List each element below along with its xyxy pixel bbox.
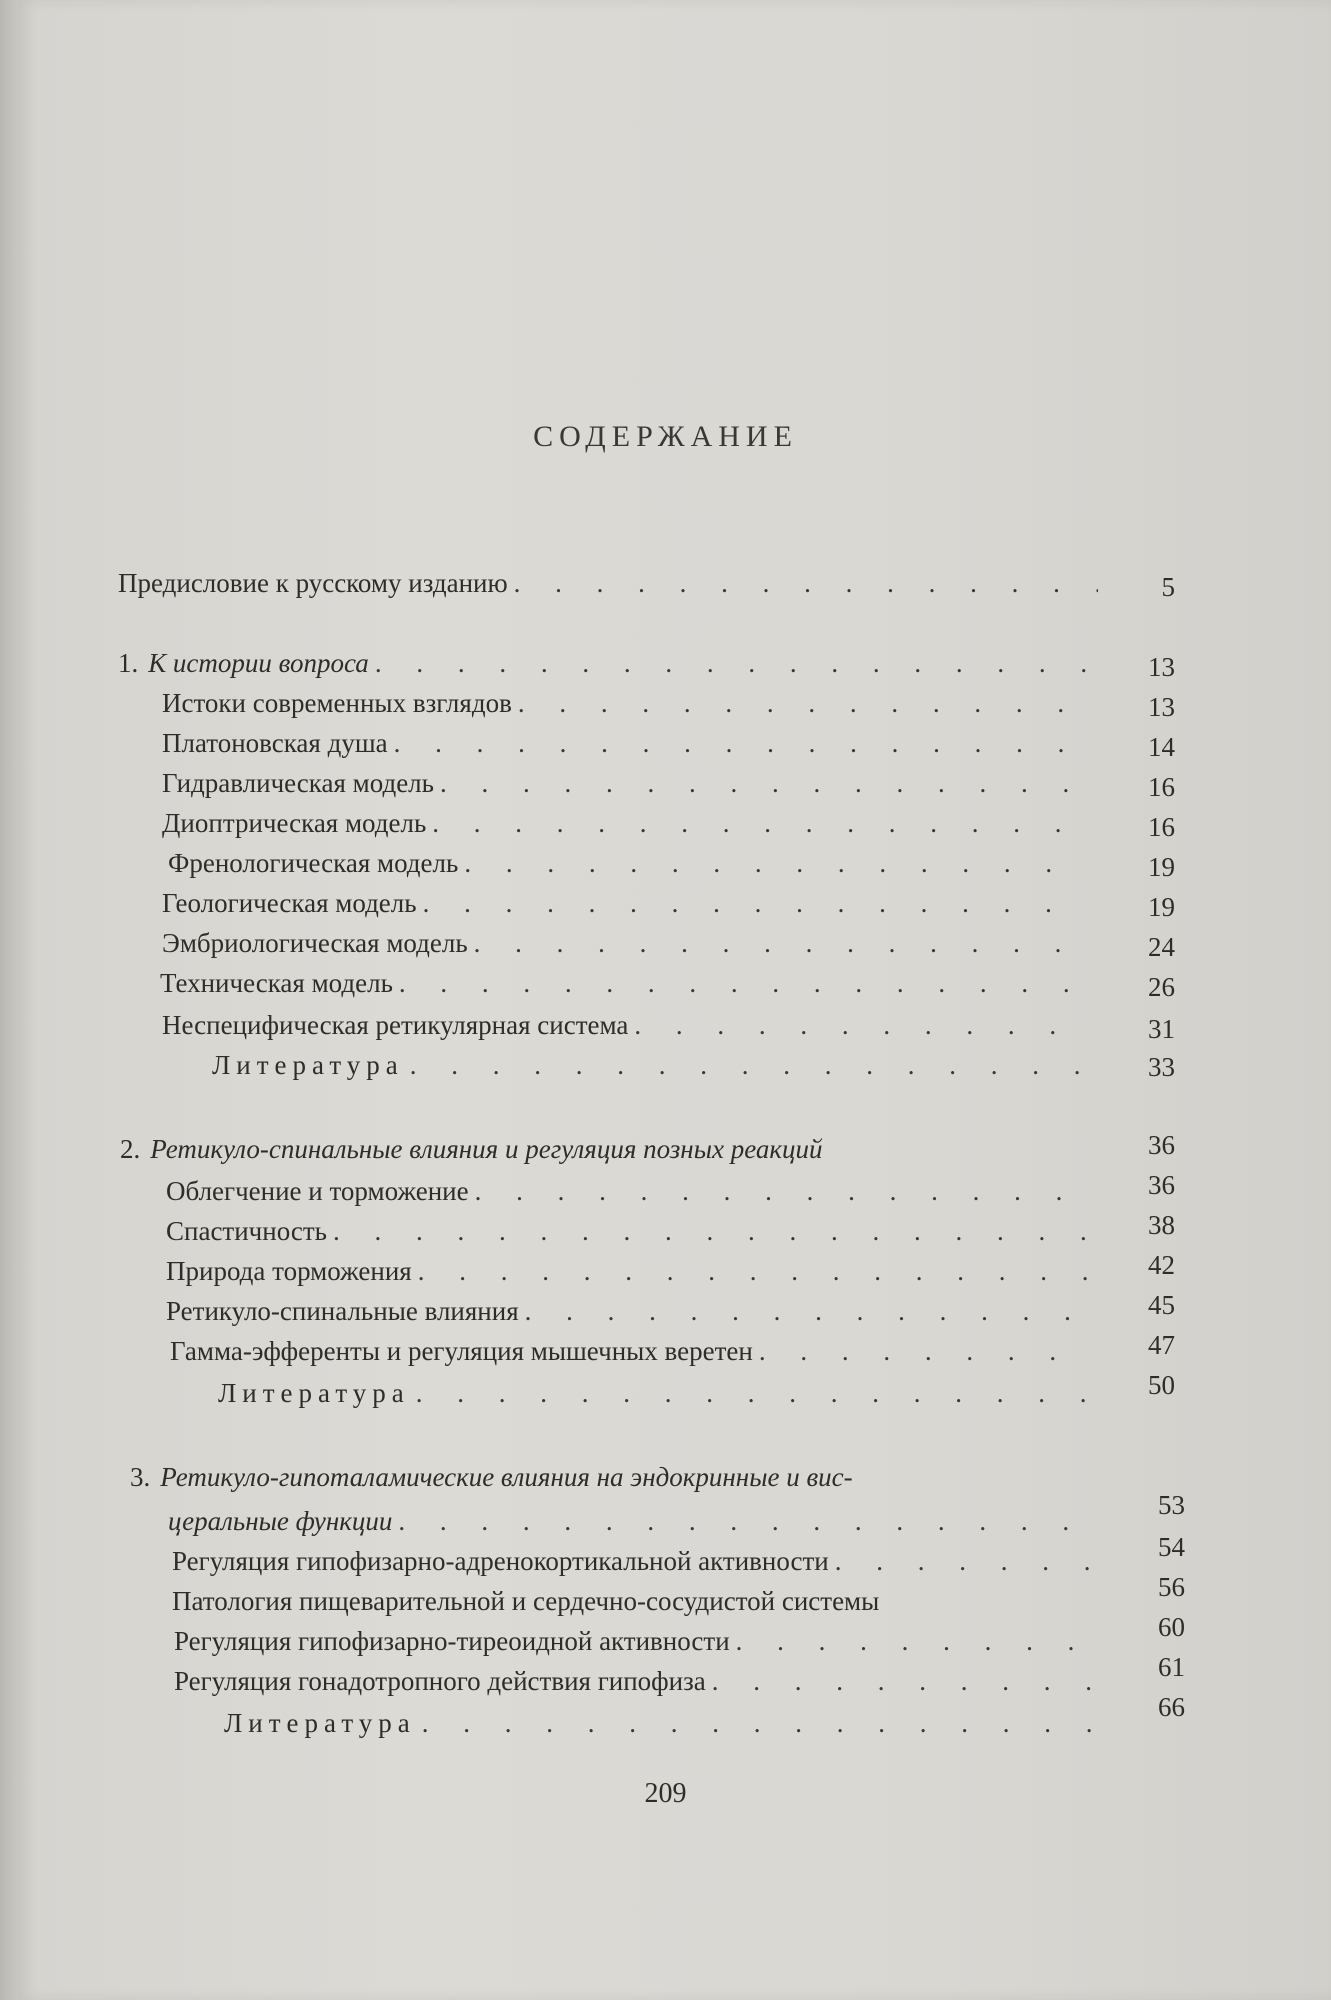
leader-dots — [418, 1256, 1088, 1287]
toc-page-number: 47 — [1148, 1330, 1175, 1360]
toc-entry — [172, 1586, 1102, 1622]
toc-entry — [162, 768, 1098, 804]
toc-page-number: 38 — [1148, 1210, 1175, 1240]
leader-dots — [736, 1626, 1094, 1657]
toc-entry — [160, 968, 1098, 1004]
toc-page-number: 42 — [1148, 1250, 1175, 1280]
toc-page-number: 31 — [1148, 1014, 1175, 1044]
toc-entry — [174, 1626, 1104, 1662]
leader-dots — [474, 928, 1088, 959]
chapter-number: 2. — [120, 1134, 141, 1164]
leader-dots — [759, 1336, 1088, 1367]
toc-entry — [162, 728, 1098, 764]
chapter-title: Ретикуло-гипоталамические влияния на эндокринные и вис- — [160, 1462, 853, 1492]
chapter-number: 1. — [118, 648, 139, 678]
toc-entry-label: Литература — [218, 1378, 410, 1408]
toc-chapter-2 — [120, 1134, 1080, 1170]
toc-page-number: 66 — [1158, 1692, 1185, 1722]
leader-dots — [475, 1176, 1088, 1207]
toc-page-number: 5 — [1161, 572, 1175, 602]
toc-entry — [162, 688, 1098, 724]
toc-entry-label: Литература — [212, 1050, 404, 1080]
toc-chapter-1 — [118, 648, 1098, 684]
leader-dots — [394, 728, 1088, 759]
toc-entry-label: Френологическая модель — [168, 848, 459, 878]
leader-dots — [432, 808, 1088, 839]
toc-page-number: 45 — [1148, 1290, 1175, 1320]
toc-page-number: 60 — [1158, 1612, 1185, 1642]
toc-entry-label: Диоптрическая модель — [162, 808, 427, 838]
toc-entry-label: Регуляция гипофизарно-адренокортикальной активности — [172, 1546, 829, 1576]
chapter-title: Ретикуло-спинальные влияния и регуляция позных реакций — [150, 1134, 823, 1164]
toc-page-number: 54 — [1158, 1532, 1185, 1562]
page-number-footer: 209 — [644, 1778, 687, 1809]
toc-entry-label: Литература — [224, 1708, 416, 1738]
toc-entry — [162, 888, 1098, 924]
toc-entry-label: Предисловие к русскому изданию — [118, 568, 508, 598]
chapter-title: К истории вопроса — [148, 648, 369, 678]
toc-page-number: 26 — [1148, 972, 1175, 1002]
toc-entry-label: Спастичность — [166, 1216, 327, 1246]
toc-literature — [212, 1050, 1098, 1086]
leader-dots — [514, 568, 1098, 599]
toc-entry — [166, 1256, 1098, 1292]
toc-entry-label: Эмбриологическая модель — [162, 928, 468, 958]
leader-dots — [525, 1296, 1088, 1327]
toc-entry — [166, 1296, 1098, 1332]
toc-entry-label: Платоновская душа — [162, 728, 388, 758]
toc-entry-label: Техническая модель — [160, 968, 393, 998]
toc-page-number: 61 — [1158, 1652, 1185, 1682]
toc-page-number: 33 — [1148, 1052, 1175, 1082]
toc-page-number: 50 — [1148, 1370, 1175, 1400]
toc-entry-preface — [118, 568, 1108, 604]
toc-entry — [174, 1666, 1104, 1702]
toc-page-number: 36 — [1148, 1130, 1175, 1160]
toc-page-number: 16 — [1148, 772, 1175, 802]
toc-literature — [218, 1378, 1098, 1414]
toc-chapter-3-continued — [168, 1506, 1098, 1542]
leader-dots — [835, 1546, 1092, 1577]
toc-literature — [224, 1708, 1104, 1744]
toc-entry — [170, 1336, 1098, 1372]
toc-entry-label: Патология пищеварительной и сердечно-сосудистой системы — [172, 1586, 880, 1616]
toc-entry-label: Природа торможения — [166, 1256, 412, 1286]
toc-page-number: 19 — [1148, 892, 1175, 922]
leader-dots — [422, 1708, 1094, 1739]
toc-entry — [162, 928, 1098, 964]
toc-page-number: 19 — [1148, 852, 1175, 882]
leader-dots — [333, 1216, 1088, 1247]
toc-page-number: 13 — [1148, 652, 1175, 682]
toc-entry-label: Истоки современных взглядов — [162, 688, 512, 718]
leader-dots — [423, 888, 1088, 919]
toc-page-number: 16 — [1148, 812, 1175, 842]
toc-page-number: 36 — [1148, 1170, 1175, 1200]
leader-dots — [375, 648, 1088, 679]
toc-page-number: 13 — [1148, 692, 1175, 722]
toc-page-number: 24 — [1148, 932, 1175, 962]
leader-dots — [712, 1666, 1094, 1697]
toc-entry-label: Облегчение и торможение — [166, 1176, 469, 1206]
chapter-number: 3. — [130, 1462, 151, 1492]
leader-dots — [416, 1378, 1088, 1409]
leader-dots — [410, 1050, 1088, 1081]
toc-entry — [162, 1010, 1098, 1046]
toc-entry — [168, 848, 1098, 884]
toc-entry — [162, 808, 1098, 844]
toc-entry-label: Геологическая модель — [162, 888, 417, 918]
leader-dots — [398, 1506, 1088, 1537]
leader-dots — [440, 768, 1088, 799]
toc-entry — [166, 1216, 1098, 1252]
toc-entry-label: Гидравлическая модель — [162, 768, 434, 798]
toc-page-number: 53 — [1158, 1490, 1185, 1520]
toc-entry-label: Неспецифическая ретикулярная система — [162, 1010, 629, 1040]
toc-page-number: 56 — [1158, 1572, 1185, 1602]
leader-dots — [399, 968, 1088, 999]
toc-entry-label: Ретикуло-спинальные влияния — [166, 1296, 519, 1326]
toc-entry — [172, 1546, 1102, 1582]
chapter-title: церальные функции — [168, 1506, 393, 1536]
toc-entry-label: Гамма-эфференты и регуляция мышечных веретен — [170, 1336, 753, 1366]
toc-entry-label: Регуляция гонадотропного действия гипофиза — [174, 1666, 706, 1696]
toc-page-number: 14 — [1148, 732, 1175, 762]
leader-dots — [518, 688, 1088, 719]
page-title: СОДЕРЖАНИЕ — [533, 420, 798, 453]
leader-dots — [464, 848, 1088, 879]
toc-chapter-3 — [130, 1462, 1090, 1498]
toc-entry-label: Регуляция гипофизарно-тиреоидной активности — [174, 1626, 730, 1656]
leader-dots — [634, 1010, 1088, 1041]
toc-entry — [166, 1176, 1098, 1212]
